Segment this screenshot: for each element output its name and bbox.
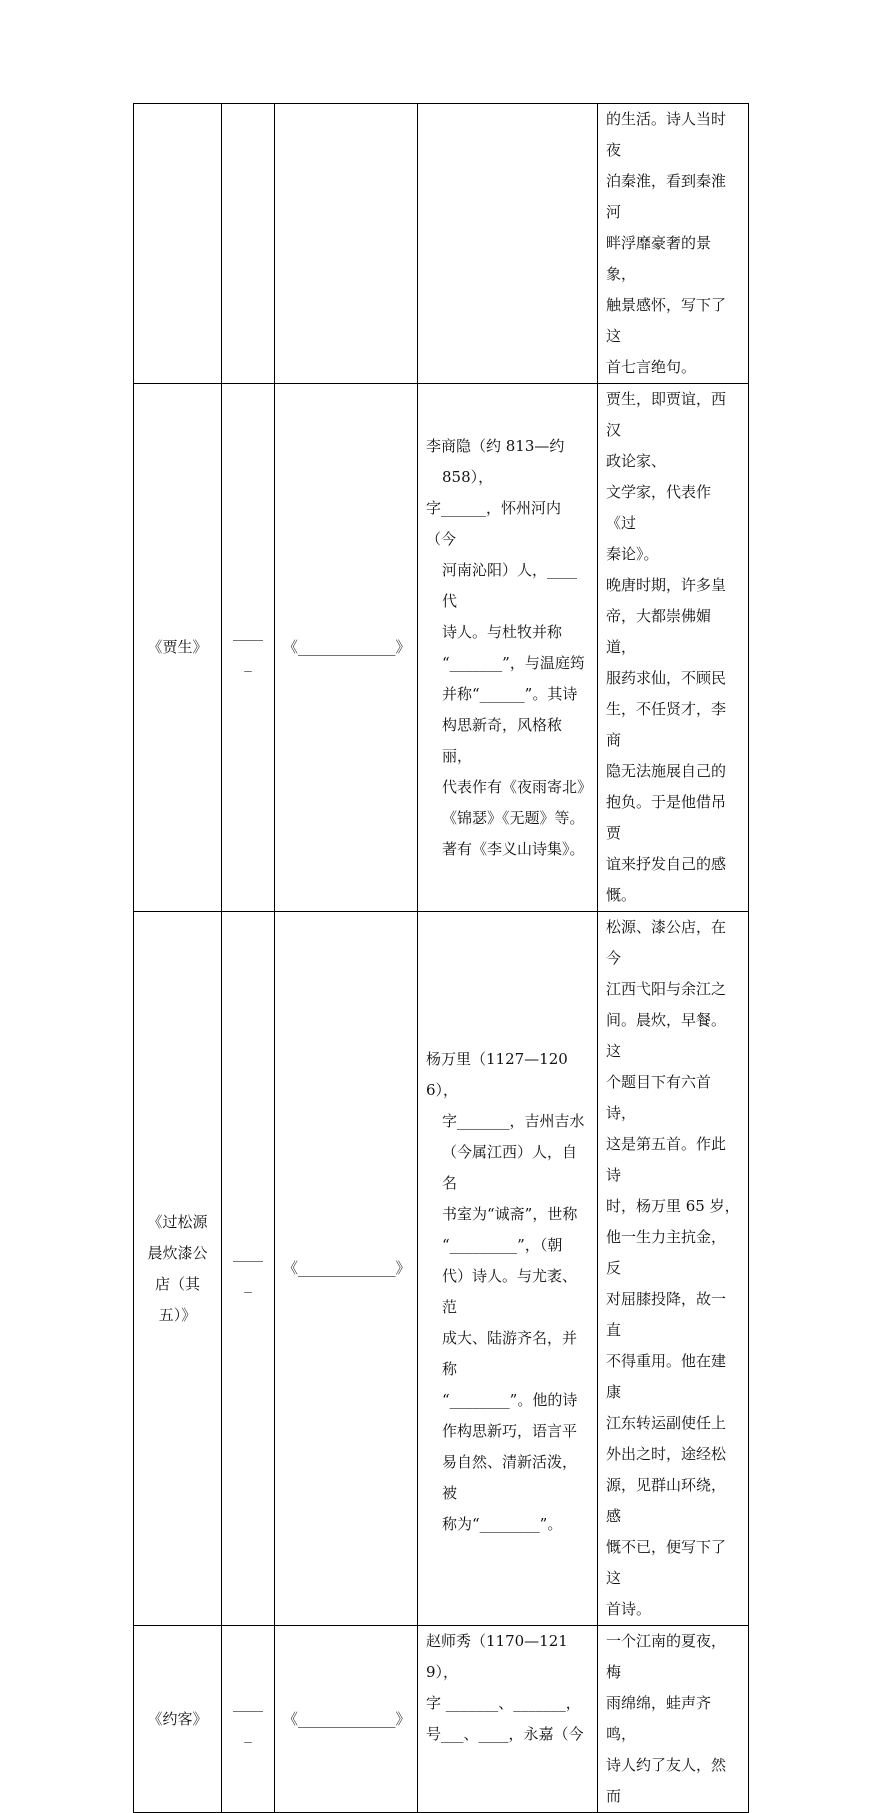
- form-cell[interactable]: 《_____________》: [275, 1626, 418, 1813]
- author-line[interactable]: 称为“________”。: [442, 1515, 563, 1533]
- background-line: 谊来抒发自己的感: [606, 855, 727, 873]
- background-line: 个题目下有六首诗，: [606, 1073, 712, 1122]
- author-line: 858），: [442, 467, 494, 486]
- title-cell: [134, 104, 222, 384]
- blank-cell: [222, 104, 275, 384]
- background-line: 源，见群山环绕，感: [606, 1476, 727, 1525]
- background-cell: [598, 384, 749, 912]
- author-line[interactable]: “_______”，与温庭筠: [442, 653, 585, 672]
- background-line: 的生活。诗人当时夜: [606, 110, 727, 159]
- background-line: 江西弋阳与余江之: [606, 980, 727, 998]
- background-line: 触景感怀，写下了这: [606, 296, 727, 345]
- background-line: 不得重用。他在建康: [606, 1352, 727, 1401]
- blank-cell[interactable]: _____: [222, 384, 275, 912]
- blank-cell[interactable]: _____: [222, 1626, 275, 1813]
- background-line: 间。晨炊，早餐。这: [606, 1011, 727, 1060]
- table-row: [134, 1626, 749, 1813]
- author-line[interactable]: 字_______，吉州吉水: [442, 1112, 585, 1130]
- title-cell: 《贾生》: [134, 384, 222, 912]
- background-line: 隐无法施展自己的: [606, 762, 727, 780]
- background-line: 秦论》。: [606, 545, 659, 563]
- background-line: 泊秦淮，看到秦淮河: [606, 172, 727, 221]
- background-line: 对屈膝投降，故一直: [606, 1290, 727, 1339]
- author-line: 成大、陆游齐名，并称: [442, 1329, 578, 1378]
- background-line: 松源、漆公店，在今: [606, 918, 727, 967]
- author-line: 易自然、清新活泼，被: [442, 1453, 578, 1502]
- author-cell: [418, 384, 598, 912]
- background-line: 首七言绝句。: [606, 358, 697, 376]
- background-line: 雨绵绵，蛙声齐鸣，: [606, 1694, 712, 1743]
- author-line: 代）诗人。与尤袤、范: [442, 1267, 578, 1316]
- author-line: 诗人。与杜牧并称: [442, 622, 563, 641]
- author-line[interactable]: “________”。他的诗: [442, 1391, 578, 1409]
- title-cell: [134, 912, 222, 1626]
- author-line: （今属江西）人，自名: [442, 1143, 578, 1192]
- author-line[interactable]: 河南沁阳）人，____代: [442, 560, 578, 610]
- background-cell: [598, 104, 749, 384]
- background-line: 慨。: [606, 886, 637, 904]
- table-row: [134, 912, 749, 1626]
- form-cell: [275, 104, 418, 384]
- background-line: 外出之时，途经松: [606, 1445, 727, 1463]
- background-line: 这是第五首。作此诗: [606, 1135, 727, 1184]
- title-line: 店（其五）》: [154, 1274, 200, 1324]
- author-line[interactable]: 号___、____，永嘉（今: [426, 1725, 584, 1743]
- background-line: 畔浮靡豪奢的景象，: [606, 234, 712, 283]
- background-line: 江东转运副使任上: [606, 1414, 727, 1432]
- background-line: 他一生力主抗金，反: [606, 1228, 727, 1277]
- author-line: 书室为“诚斋”，世称: [442, 1205, 578, 1223]
- author-line[interactable]: 并称“______”。其诗: [442, 684, 578, 703]
- form-cell[interactable]: 《_____________》: [275, 912, 418, 1626]
- author-line: 赵师秀（1170—1219），: [426, 1632, 568, 1681]
- author-line[interactable]: “_________”，（朝: [442, 1236, 563, 1254]
- background-line: 文学家，代表作《过: [606, 483, 712, 532]
- author-line: 代表作有《夜雨寄北》: [442, 777, 593, 796]
- background-line: 时，杨万里 65 岁，: [606, 1197, 740, 1215]
- author-line[interactable]: 字 _______、_______，: [426, 1694, 581, 1712]
- background-line: 抱负。于是他借吊贾: [606, 793, 727, 842]
- author-line: 杨万里（1127—1206），: [426, 1050, 568, 1099]
- table-row: [134, 384, 749, 912]
- title-line: 晨炊漆公: [147, 1243, 208, 1262]
- background-cell: [598, 912, 749, 1626]
- background-line: 服药求仙，不顾民: [606, 669, 727, 687]
- background-line: 生，不任贤才，李商: [606, 700, 727, 749]
- author-cell: [418, 1626, 598, 1813]
- author-line: 作构思新巧，语言平: [442, 1422, 578, 1440]
- background-line: 首诗。: [606, 1600, 652, 1618]
- author-line: 李商隐（约 813—约: [426, 436, 565, 455]
- author-line: 著有《李义山诗集》。: [442, 839, 585, 858]
- author-line: 构思新奇，风格秾丽，: [442, 715, 563, 765]
- author-line: 《锦瑟》《无题》等。: [442, 808, 585, 827]
- background-line: 帝，大都崇佛媚道，: [606, 607, 712, 656]
- author-cell: [418, 104, 598, 384]
- background-line: 政论家、: [606, 452, 667, 470]
- title-cell: 《约客》: [134, 1626, 222, 1813]
- author-line[interactable]: 字______，怀州河内（今: [426, 498, 562, 548]
- author-cell: [418, 912, 598, 1626]
- background-line: 诗人约了友人，然而: [606, 1756, 727, 1805]
- background-line: 慨不已，便写下了这: [606, 1538, 727, 1587]
- literature-table: [133, 103, 749, 1813]
- background-line: 一个江南的夏夜，梅: [606, 1632, 727, 1681]
- form-cell[interactable]: 《_____________》: [275, 384, 418, 912]
- title-line: 《过松源: [147, 1212, 208, 1231]
- background-line: 贾生，即贾谊，西汉: [606, 390, 727, 439]
- blank-cell[interactable]: _____: [222, 912, 275, 1626]
- background-line: 晚唐时期，许多皇: [606, 576, 727, 594]
- table-row: [134, 104, 749, 384]
- background-cell: [598, 1626, 749, 1813]
